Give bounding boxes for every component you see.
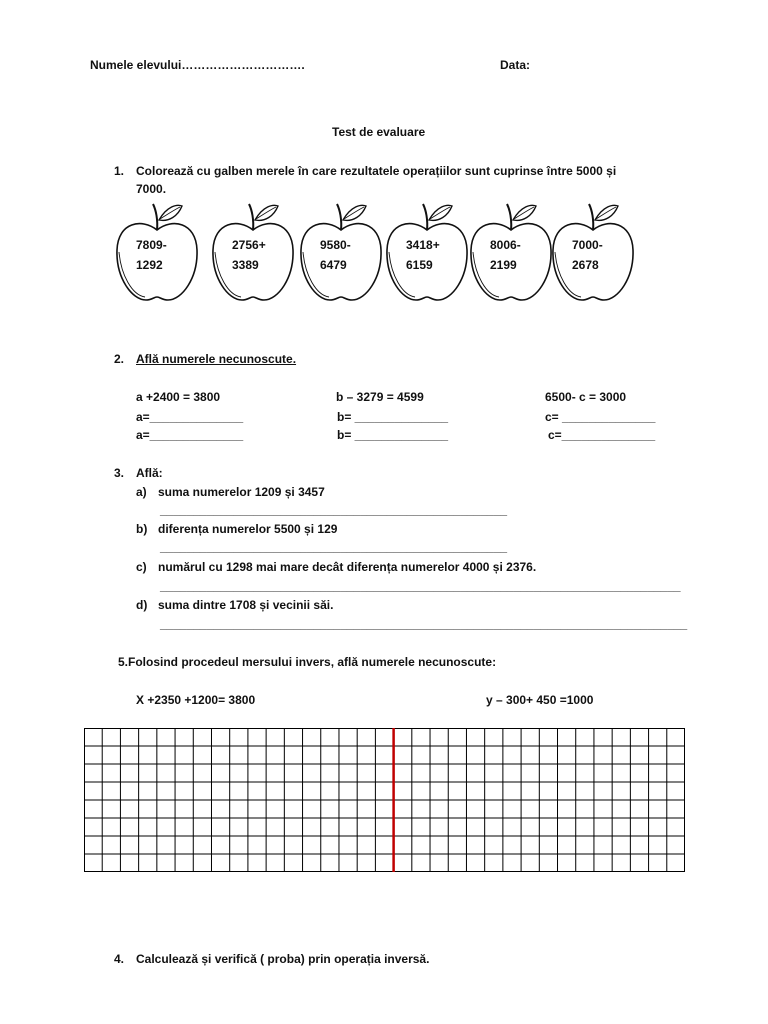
ex3-d-answer-line: _______________________________________________________________________________: [160, 617, 688, 631]
ex2-number: 2.: [114, 352, 125, 366]
ex3-b-answer-line: ____________________________________________________: [160, 540, 508, 554]
apple-2: [208, 200, 298, 304]
ex1-text-line2: 7000.: [136, 182, 167, 196]
ex3-d-text: suma dintre 1708 și vecinii săi.: [158, 598, 334, 612]
ex3-a-letter: a): [136, 485, 147, 499]
apple-1: [112, 200, 202, 304]
ex4-text: Calculează și verifică ( proba) prin operația inversă.: [136, 952, 430, 966]
apple-operation-line1: 8006-: [490, 238, 521, 252]
ex3-c-answer-line: ______________________________________________________________________________: [160, 579, 681, 593]
ex5-eq-x: X +2350 +1200= 3800: [136, 693, 256, 707]
ex3-a-text: suma numerelor 1209 și 3457: [158, 485, 325, 499]
apple-operation-line2: 1292: [136, 258, 163, 272]
apple-3: [296, 200, 386, 304]
apple-operation-line2: 2199: [490, 258, 517, 272]
ex3-c-text: numărul cu 1298 mai mare decât diferența numerelor 4000 și 2376.: [158, 560, 537, 574]
ex3-c-letter: c): [136, 560, 147, 574]
ex3-number: 3.: [114, 466, 125, 480]
student-name-label: Numele elevului………………………….: [90, 58, 305, 72]
ex2-eq-c: 6500- c = 3000: [545, 390, 627, 404]
ex2-title: Află numerele necunoscute.: [136, 352, 297, 366]
ex2-answer-a2: a=______________: [136, 428, 244, 442]
ex2-answer-c2: c=______________: [548, 428, 656, 442]
page-title: Test de evaluare: [332, 125, 426, 139]
ex2-eq-a: a +2400 = 3800: [136, 390, 221, 404]
apple-operation-line2: 3389: [232, 258, 259, 272]
apple-6: [548, 200, 638, 304]
ex1-text-line1: Colorează cu galben merele în care rezultatele operațiilor sunt cuprinse între 5000 și: [136, 164, 617, 178]
apple-operation-line1: 9580-: [320, 238, 351, 252]
apple-operation-line1: 3418+: [406, 238, 440, 252]
apple-operation-line1: 2756+: [232, 238, 266, 252]
apple-outline-icon: [112, 200, 202, 304]
ex2-eq-b: b – 3279 = 4599: [336, 390, 424, 404]
apple-operation-line2: 2678: [572, 258, 599, 272]
apple-outline-icon: [208, 200, 298, 304]
work-grid: [84, 728, 685, 872]
ex2-answer-a1: a=______________: [136, 410, 244, 424]
apple-outline-icon: [296, 200, 386, 304]
date-label: Data:: [500, 58, 531, 72]
ex2-answer-b2: b= ______________: [337, 428, 449, 442]
ex5-title: 5.Folosind procedeul mersului invers, află numerele necunoscute:: [118, 655, 497, 669]
ex1-number: 1.: [114, 164, 125, 178]
apple-4: [382, 200, 472, 304]
apple-operation-line2: 6479: [320, 258, 347, 272]
ex3-b-text: diferența numerelor 5500 și 129: [158, 522, 338, 536]
ex5-eq-y: y – 300+ 450 =1000: [486, 693, 594, 707]
ex2-answer-b1: b= ______________: [337, 410, 449, 424]
apple-5: [466, 200, 556, 304]
apple-outline-icon: [382, 200, 472, 304]
ex3-title: Află:: [136, 466, 163, 480]
ex3-d-letter: d): [136, 598, 148, 612]
apple-outline-icon: [548, 200, 638, 304]
ex2-answer-c1: c= ______________: [545, 410, 656, 424]
ex4-number: 4.: [114, 952, 125, 966]
ex3-b-letter: b): [136, 522, 148, 536]
apple-operation-line1: 7809-: [136, 238, 167, 252]
apple-operation-line1: 7000-: [572, 238, 603, 252]
apple-operation-line2: 6159: [406, 258, 433, 272]
ex3-a-answer-line: ____________________________________________________: [160, 503, 508, 517]
apple-outline-icon: [466, 200, 556, 304]
